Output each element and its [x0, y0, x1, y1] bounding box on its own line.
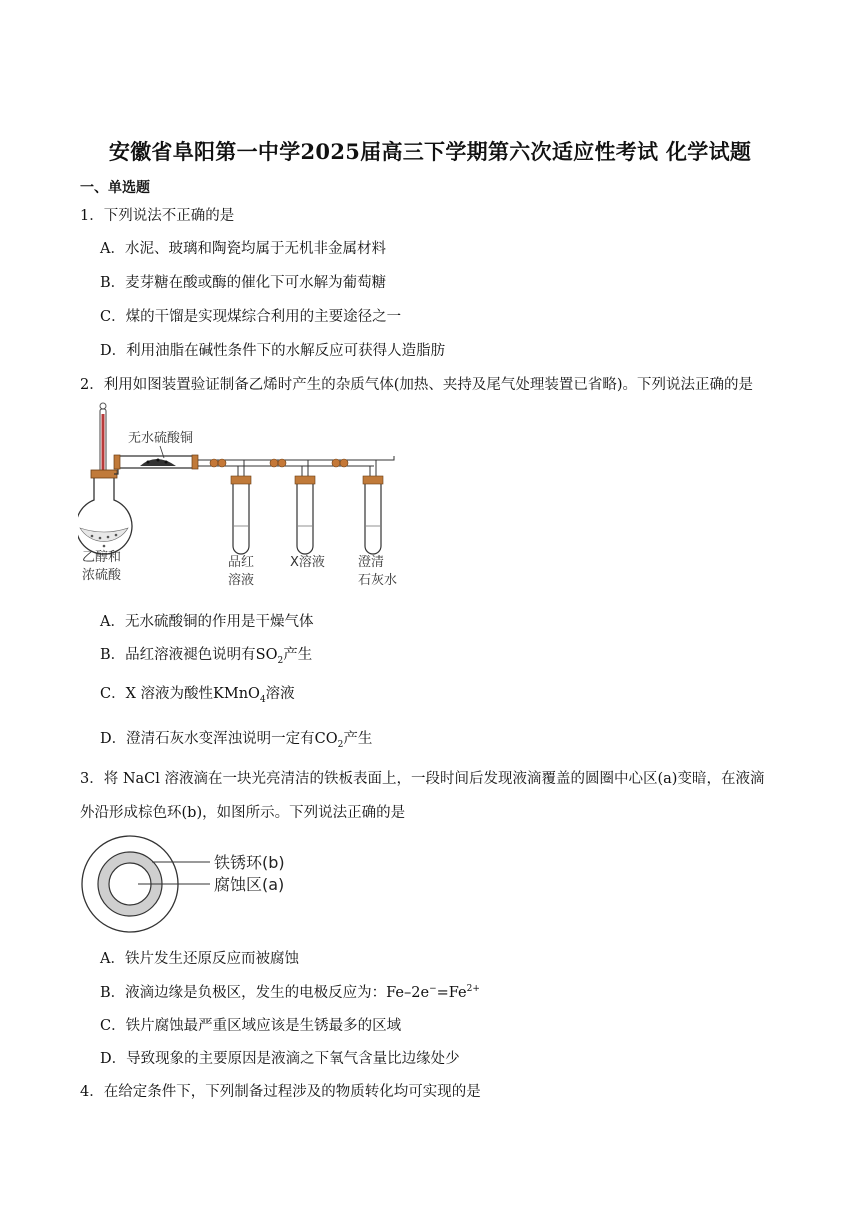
page-title: 安徽省阜阳第一中学2025届高三下学期第六次适应性考试 化学试题 — [108, 139, 752, 164]
label-tube-3-line1: 澄清 — [358, 555, 385, 570]
iron-plate-corrosion-diagram — [78, 832, 318, 936]
label-anhydrous-cuso4: 无水硫酸铜 — [128, 431, 194, 446]
drying-tube — [114, 455, 198, 469]
round-bottom-flask — [78, 470, 132, 554]
label-tube-1-line2: 溶液 — [228, 573, 255, 588]
test-tube-2 — [295, 460, 315, 554]
label-tube-3-line2: 石灰水 — [358, 573, 398, 588]
q3-option-b: B．液滴边缘是负极区，发生的电极反应为：$Fe-2e^-=Fe^{2+}$ — [100, 984, 480, 1001]
label-rust-ring: 铁锈环(b) — [214, 853, 285, 872]
test-tube-3 — [363, 456, 394, 554]
q1-option-c: C．煤的干馏是实现煤综合利用的主要途径之一 — [100, 309, 402, 325]
q3-option-a: A．铁片发生还原反应而被腐蚀 — [100, 951, 299, 967]
label-tube-2: X溶液 — [290, 555, 325, 570]
section-heading: 一、单选题 — [80, 180, 150, 196]
q3-option-c: C．铁片腐蚀最严重区域应该是生锈最多的区域 — [100, 1018, 402, 1034]
q2-option-a: A．无水硫酸铜的作用是干燥气体 — [100, 614, 314, 630]
label-flask-1: 乙醇和 — [82, 550, 122, 565]
label-tube-1-line1: 品红 — [228, 555, 255, 570]
q3-option-d: D．导致现象的主要原因是液滴之下氧气含量比边缘处少 — [100, 1051, 460, 1067]
label-corrosion-zone: 腐蚀区(a) — [214, 875, 285, 894]
test-tube-1 — [231, 460, 251, 554]
q2-option-d: D．澄清石灰水变浑浊说明一定有$CO_2$产生 — [100, 731, 373, 750]
q1-option-b: B．麦芽糖在酸或酶的催化下可水解为葡萄糖 — [100, 275, 387, 291]
q1-option-d: D．利用油脂在碱性条件下的水解反应可获得人造脂肪 — [100, 343, 446, 359]
q1-option-a: A．水泥、玻璃和陶瓷均属于无机非金属材料 — [100, 241, 386, 257]
question-3-stem-line2: 外沿形成棕色环(b)，如图所示。下列说法正确的是 — [80, 805, 406, 821]
question-1-stem: 1．下列说法不正确的是 — [80, 208, 235, 224]
question-2-stem: 2．利用如图装置验证制备乙烯时产生的杂质气体(加热、夹持及尾气处理装置已省略)。下列说法正确的是 — [80, 377, 754, 393]
q2-option-b: B．品红溶液褪色说明有$SO_2$产生 — [100, 647, 313, 666]
q2-option-c: C．X 溶液为酸性KMnO$_4$溶液 — [100, 686, 295, 705]
question-4-stem: 4．在给定条件下，下列制备过程涉及的物质转化均可实现的是 — [80, 1084, 481, 1100]
label-flask-2: 浓硫酸 — [82, 568, 122, 583]
question-3-stem-line1: 3．将 NaCl 溶液滴在一块光亮清洁的铁板表面上，一段时间后发现液滴覆盖的圆圈中心区(a)变暗，在液滴 — [80, 771, 765, 787]
gas-apparatus-diagram — [78, 400, 408, 592]
